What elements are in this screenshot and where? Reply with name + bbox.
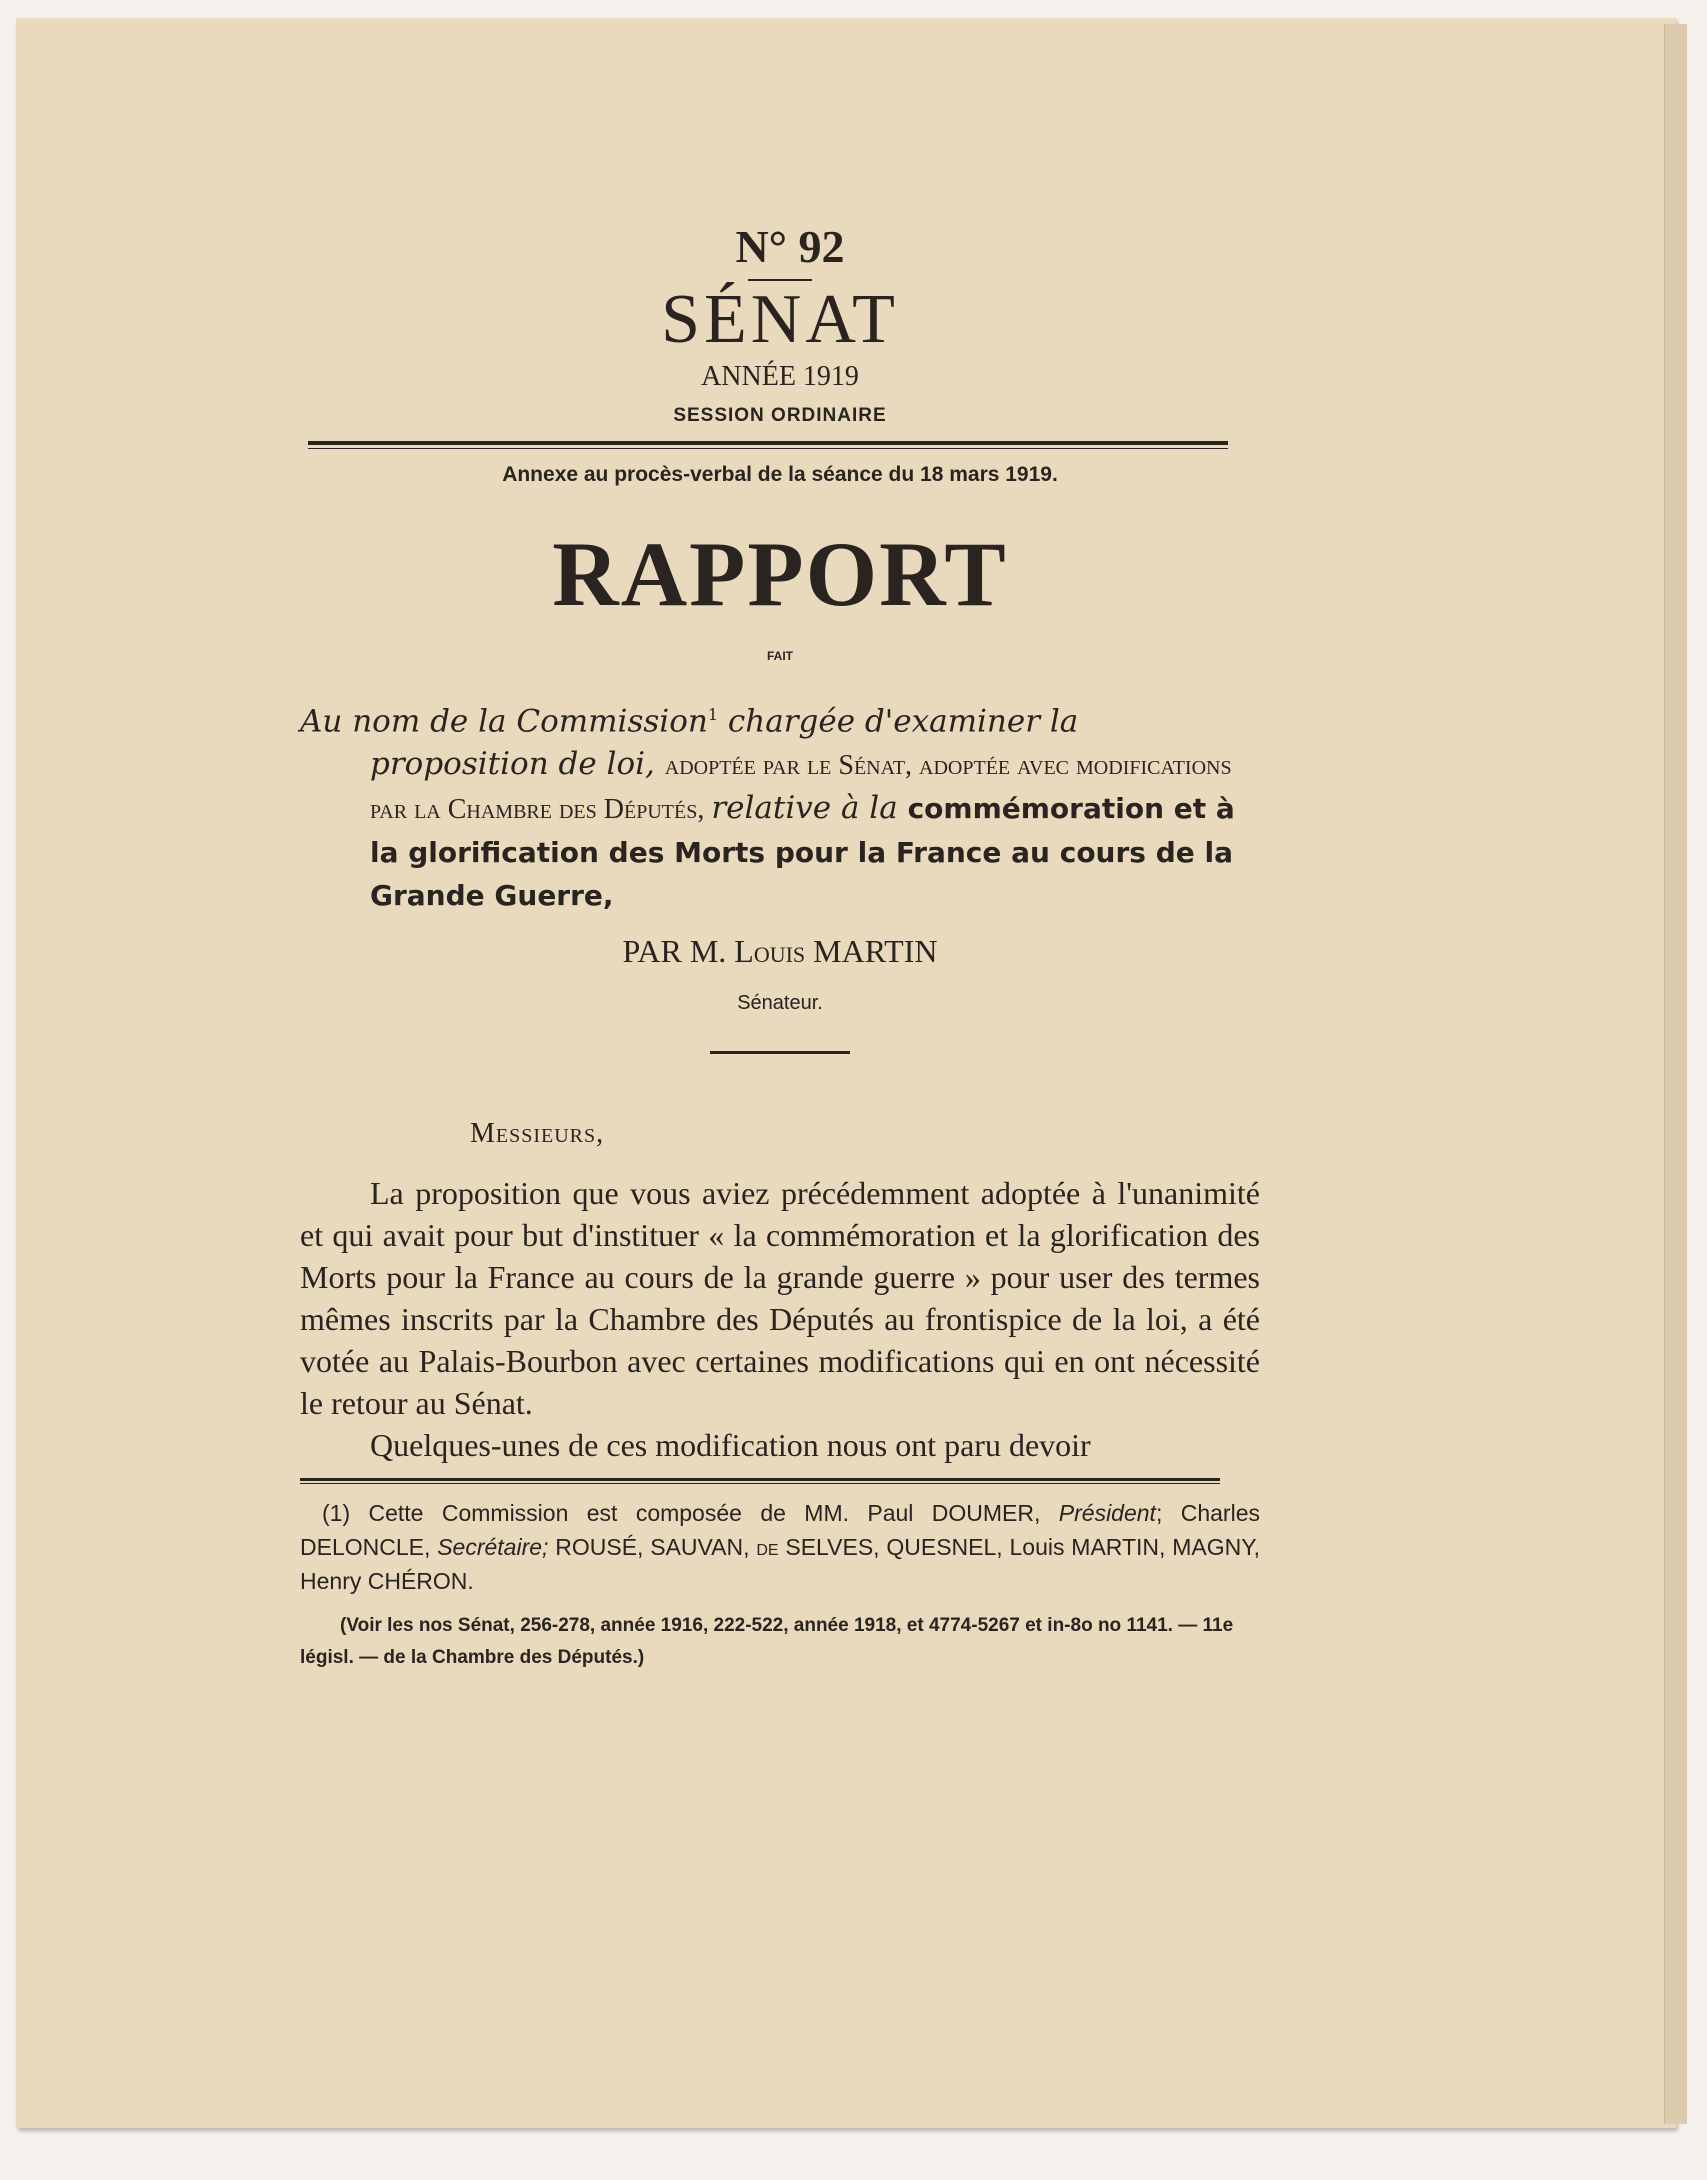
footnote-de: de [756, 1534, 779, 1561]
commission-part4: relative à la [711, 790, 908, 827]
section-rule [710, 1051, 850, 1054]
header-rule [308, 441, 1228, 449]
footnote-text [300, 1496, 1260, 1598]
author-par: PAR M. [622, 933, 735, 970]
paper-edge [1664, 24, 1687, 2124]
footnote-t3: ROUSÉ, SAUVAN, [548, 1534, 757, 1561]
annexe-line: Annexe au procès-verbal de la séance du 18 mars 1919. [502, 463, 1058, 486]
commission-part1: Au nom de la Commission [300, 703, 708, 740]
author-line [300, 933, 1260, 970]
commission-part5: commémoration et à la glorification des Morts pour la France au cours de la Grande Guerre, [370, 792, 1235, 913]
author-title: Sénateur. [737, 992, 823, 1015]
commission-part3: adoptée par le Sénat, adoptée avec modifications par la Chambre des Députés, [370, 750, 1232, 826]
body-text [300, 1172, 1260, 1466]
footnote-voir: (Voir les nos Sénat, 256-278, année 1916, 222-522, année 1918, et 4774-5267 et in-8o no 1141. — 11e législ. — de la Chambre des Députés.) [300, 1615, 1234, 1669]
fait-label: FAIT [767, 649, 793, 663]
chamber-title: SÉNAT [661, 281, 899, 358]
footnote-rule [300, 1478, 1220, 1484]
commission-part2: chargée d'examiner la proposition de loi, [370, 703, 1079, 783]
footnote-mark: 1 [707, 705, 719, 724]
footnote-president: Président [1058, 1500, 1156, 1527]
year-label: ANNÉE 1919 [701, 361, 859, 392]
author-firstname: Louis [734, 933, 806, 970]
report-title: RAPPORT [552, 523, 1008, 625]
document-number: N° 92 [735, 221, 845, 272]
footnote-t2: ; Charles DELONCLE, [300, 1500, 1260, 1561]
body-paragraph-1: La proposition que vous aviez précédemment adoptée à l'unanimité et qui avait pour but d'instituer « la commémoration et la glorification des Morts pour la France au cours de la grande guerre » pour user des termes mêmes inscrits par la Chambre des Députés au frontispice de la loi, a été votée au Palais-Bourbon avec certaines modifications qui en ont nécessité le retour au Sénat. [300, 1175, 1260, 1422]
footnote-t4: SELVES, QUESNEL, Louis MARTIN, MAGNY, Henry CHÉRON. [300, 1534, 1261, 1595]
body-paragraph-2: Quelques-unes de ces modification nous ont paru devoir [370, 1427, 1091, 1464]
salutation: Messieurs, [470, 1118, 605, 1150]
session-label: SESSION ORDINAIRE [673, 405, 887, 426]
footnote-t1: (1) Cette Commission est composée de MM. Paul DOUMER, [322, 1500, 1059, 1527]
commission-paragraph [300, 693, 1260, 917]
author-lastname: MARTIN [805, 933, 938, 970]
footnote [300, 1496, 1260, 1598]
document-page [300, 220, 1260, 1674]
footnote-secretaire: Secrétaire; [437, 1534, 549, 1561]
header [300, 220, 1260, 427]
